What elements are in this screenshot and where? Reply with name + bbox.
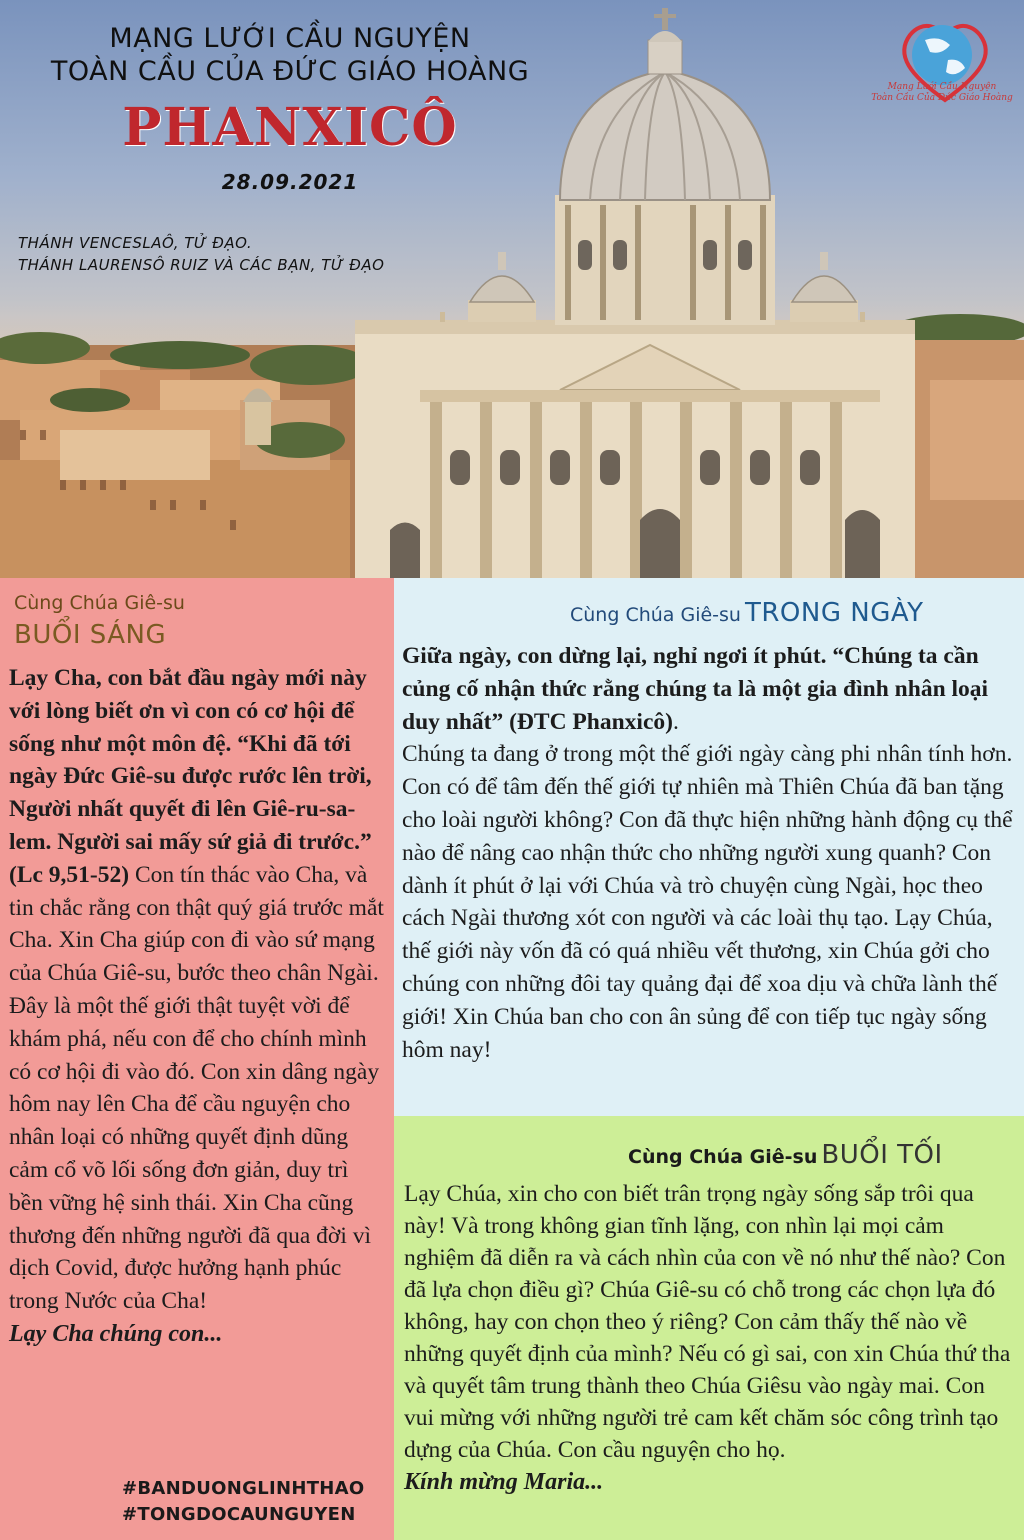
day-body-text: Chúng ta đang ở trong một thế giới ngày càng phi nhân tính hơn. Con có để tâm đến thế giới tự nhiên mà Thiên Chúa đã ban tặng cho loài người không? Con đã thực hiện những hành động cụ thể nào để nâng cao nhận thức cho những người xung quanh? Con dành ít phút ở lại với Chúa và trò chuyện cùng Ngài, học theo cách Ngài thương xót con người và các loài thụ tạo. Lạy Chúa, thế giới này vốn đã có quá nhiều vết thương, xin Chúa gởi cho chúng con những đôi tay quảng đại để xoa dịu và chữa lành thế giới! Xin Chúa ban cho con ân sủng để con tiếp tục ngày sống hôm nay! bbox=[402, 741, 1013, 1063]
saint-line-2: THÁNH LAURENSÔ RUIZ VÀ CÁC BẠN, TỬ ĐẠO bbox=[18, 256, 385, 274]
evening-heading-small: Cùng Chúa Giê-su bbox=[628, 1146, 818, 1168]
day-panel bbox=[394, 578, 1024, 1116]
evening-heading bbox=[628, 1140, 943, 1170]
morning-heading-small: Cùng Chúa Giê-su bbox=[14, 592, 185, 614]
day-prayer-text bbox=[402, 640, 1020, 1066]
day-bold-text: Giữa ngày, con dừng lại, nghỉ ngơi ít phút. “Chúng ta cần củng cố nhận thức rằng chúng ta là một gia đình nhân loại duy nhất” (ĐTC Phanxicô) bbox=[402, 643, 989, 735]
evening-panel bbox=[394, 1116, 1024, 1540]
morning-bold-text: Lạy Cha, con bắt đầu ngày mới này với lòng biết ơn vì con có cơ hội để sống như một môn đệ. “Khi đã tới ngày Đức Giê-su được rước lên trời, Người nhất quyết đi lên Giê-ru-sa-lem. Người sai mấy sứ giả đi trước.” (Lc 9,51-52) bbox=[9, 665, 372, 888]
hashtags bbox=[122, 1476, 364, 1528]
logo-caption-line-1: Mạng Lưới Cầu Nguyện bbox=[887, 82, 997, 92]
morning-panel bbox=[0, 578, 394, 1540]
evening-body-text: Lạy Chúa, xin cho con biết trân trọng ngày sống sắp trôi qua này! Và trong không gian tĩnh lặng, con nhìn lại mọi cảm nghiệm đã diễn ra và cách nhìn của con về nó như thế nào? Con đã lựa chọn điều gì? Chúa Giê-su có chỗ trong các chọn lựa đó không, hay con chọn theo ý riêng? Con cảm thấy thế nào về những quyết định của mình? Nếu có gì sai, con xin Chúa thứ tha và quyết tâm trung thành theo Chúa Giêsu vào ngày mai. Con vui mừng với những người trẻ cam kết chăm sóc công trình tạo dựng của Chúa. Con cầu nguyện cho họ. bbox=[404, 1181, 1011, 1463]
morning-heading-big: BUỔI SÁNG bbox=[14, 620, 167, 650]
saints-of-the-day bbox=[18, 232, 384, 276]
day-heading bbox=[570, 598, 924, 628]
day-bold-end: . bbox=[672, 708, 679, 735]
logo-caption bbox=[862, 82, 1022, 104]
morning-body-text: Con tín thác vào Cha, và tin chắc rằng con thật quý giá trước mắt Cha. Xin Cha giúp con đi vào sứ mạng của Chúa Giê-su, bước theo chân Ngài. Đây là một thế giới thật tuyệt vời để khám phá, nếu con để cho chính mình có cơ hội đi vào đó. Con xin dâng ngày hôm nay lên Cha để cầu nguyện cho nhân loại có những quyết định dũng cảm cổ võ lối sống đơn giản, duy trì bền vững hệ sinh thái. Xin Cha cũng thương đến những người đã qua đời vì dịch Covid, được hưởng hạnh phúc trong Nước của Cha! bbox=[9, 861, 384, 1315]
header-banner bbox=[0, 0, 1024, 578]
evening-heading-big: BUỔI TỐI bbox=[821, 1140, 943, 1170]
logo-caption-line-2: Toàn Cầu Của Đức Giáo Hoàng bbox=[871, 93, 1013, 103]
day-heading-big: TRONG NGÀY bbox=[744, 598, 924, 628]
hashtag-1: #BANDUONGLINHTHAO bbox=[122, 1478, 365, 1499]
day-heading-small: Cùng Chúa Giê-su bbox=[570, 604, 741, 626]
pope-name: PHANXICÔ bbox=[122, 97, 458, 158]
evening-prayer-text bbox=[404, 1178, 1016, 1498]
header-title-block bbox=[0, 22, 580, 194]
evening-closing: Kính mừng Maria... bbox=[404, 1469, 604, 1495]
saint-line-1: THÁNH VENCESLAÔ, TỬ ĐẠO. bbox=[18, 234, 253, 252]
date-label: 28.09.2021 bbox=[221, 170, 359, 194]
title-line-2: TOÀN CẦU CỦA ĐỨC GIÁO HOÀNG bbox=[50, 56, 530, 87]
morning-prayer-text bbox=[9, 662, 387, 1351]
hashtag-2: #TONGDOCAUNGUYEN bbox=[122, 1504, 356, 1525]
title-line-1: MẠNG LƯỚI CẦU NGUYỆN bbox=[109, 23, 471, 54]
morning-closing: Lạy Cha chúng con... bbox=[9, 1320, 223, 1347]
